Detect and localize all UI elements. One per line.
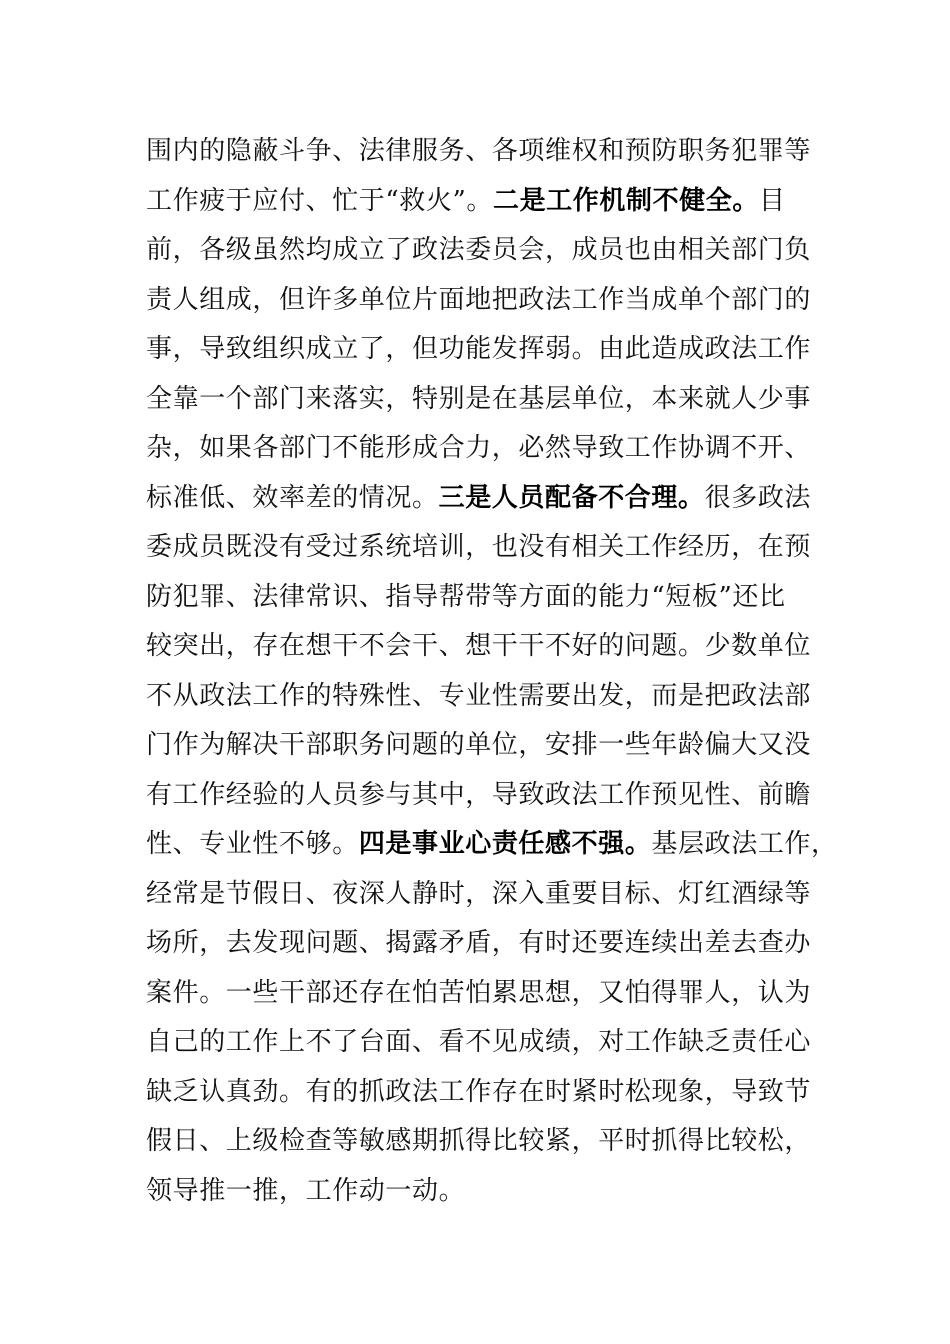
text-line bbox=[146, 870, 826, 920]
bold-heading-text: 三是人员配备不合理。 bbox=[438, 482, 705, 513]
text-line bbox=[146, 375, 826, 425]
text-segment: 标准低、效率差的情况。 bbox=[146, 482, 439, 513]
text-line bbox=[146, 523, 826, 573]
text-line bbox=[146, 1068, 826, 1118]
text-line bbox=[146, 820, 838, 870]
text-segment: 全靠一个部门来落实，特别是在基层单位，本来就人少事 bbox=[146, 383, 812, 414]
text-line bbox=[146, 424, 826, 474]
text-line bbox=[146, 226, 826, 276]
text-segment: 杂，如果各部门不能形成合力，必然导致工作协调不开、 bbox=[146, 433, 812, 463]
text-line bbox=[146, 276, 826, 326]
text-line bbox=[146, 721, 826, 771]
text-line bbox=[146, 1018, 826, 1068]
text-line bbox=[146, 1117, 826, 1167]
text-line bbox=[146, 474, 826, 524]
text-segment: 案件。一些干部还存在怕苦怕累思想，又怕得罪人，认为 bbox=[146, 977, 812, 1008]
text-segment: 性、专业性不够。 bbox=[146, 829, 359, 859]
text-segment: 围内的隐蔽斗争、法律服务、各项维权和预防职务犯罪等 bbox=[146, 136, 812, 166]
text-line bbox=[146, 325, 826, 375]
text-segment: 前，各级虽然均成立了政法委员会，成员也由相关部门负 bbox=[146, 235, 812, 265]
text-segment: 场所，去发现问题、揭露矛盾，有时还要连续出差去查办 bbox=[146, 928, 812, 958]
text-line bbox=[146, 969, 826, 1019]
text-segment: 事，导致组织成立了，但功能发挥弱。由此造成政法工作 bbox=[146, 334, 812, 364]
text-segment: 不从政法工作的特殊性、专业性需要出发，而是把政法部 bbox=[146, 680, 812, 711]
text-segment: 目 bbox=[759, 185, 786, 216]
text-line bbox=[146, 672, 826, 722]
text-segment: 委成员既没有受过系统培训，也没有相关工作经历，在预 bbox=[146, 532, 812, 562]
text-segment: 领导推一推，工作动一动。 bbox=[146, 1175, 466, 1206]
text-line bbox=[146, 919, 826, 969]
text-segment: 有工作经验的人员参与其中，导致政法工作预见性、前瞻 bbox=[146, 779, 812, 810]
text-segment: 基层政法工作， bbox=[651, 829, 838, 859]
text-line bbox=[146, 771, 826, 821]
text-segment: 假日、上级检查等敏感期抓得比较紧，平时抓得比较松， bbox=[146, 1126, 812, 1156]
text-segment: 缺乏认真劲。有的抓政法工作存在时紧时松现象，导致节 bbox=[146, 1076, 812, 1107]
body-text bbox=[146, 127, 838, 1216]
bold-heading-text: 四是事业心责任感不强。 bbox=[358, 829, 652, 859]
text-line bbox=[146, 622, 826, 672]
text-segment: 责人组成，但许多单位片面地把政法工作当成单个部门的 bbox=[146, 284, 812, 315]
text-segment: 门作为解决干部职务问题的单位，安排一些年龄偏大又没 bbox=[146, 730, 812, 760]
text-segment: 工作疲于应付、忙于“救火”。 bbox=[146, 185, 493, 216]
text-segment: 较突出，存在想干不会干、想干干不好的问题。少数单位 bbox=[146, 631, 812, 661]
text-line bbox=[146, 573, 826, 623]
text-line bbox=[146, 177, 826, 227]
bold-heading-text: 二是工作机制不健全。 bbox=[492, 185, 759, 216]
text-line bbox=[146, 1167, 826, 1217]
text-segment: 很多政法 bbox=[704, 482, 812, 513]
text-segment: 经常是节假日、夜深人静时，深入重要目标、灯红酒绿等 bbox=[146, 878, 812, 909]
text-line bbox=[146, 127, 826, 177]
text-segment: 自己的工作上不了台面、看不见成绩，对工作缺乏责任心 bbox=[146, 1027, 812, 1057]
text-segment: 防犯罪、法律常识、指导帮带等方面的能力“短板”还比 bbox=[146, 581, 786, 612]
